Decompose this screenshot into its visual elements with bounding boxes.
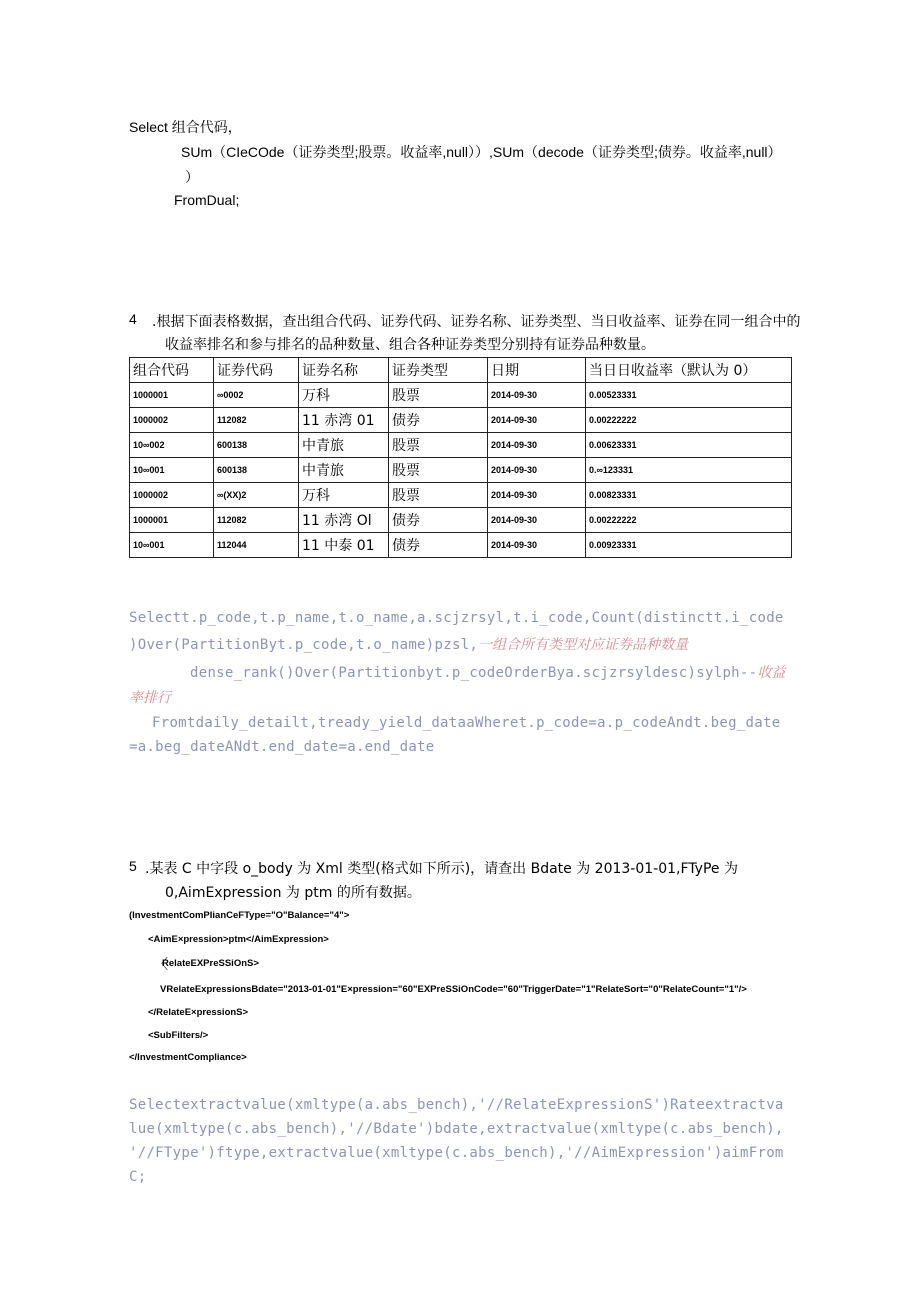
- cell-date: 2014-09-30: [488, 408, 586, 433]
- header-cell: 证券类型: [389, 358, 488, 383]
- code-5-line2: lue(xmltype(c.abs_bench),'//Bdate')bdate,extractvalue(xmltype(c.abs_bench),: [129, 1121, 784, 1137]
- code-5-line4: C;: [129, 1169, 147, 1185]
- cell-security-code: 112082: [214, 508, 299, 533]
- table-header-row: [130, 358, 792, 383]
- xml-bracket: 〈: [154, 956, 168, 972]
- code-4-line3-code: dense_rank()Over(Partitionbyt.p_codeOrderBya.scjzrsyldesc)sylph--: [190, 665, 758, 681]
- code-4-line1: Selectt.p_code,t.p_name,t.o_name,a.scjzrsyl,t.i_code,Count(distinctt.i_code: [129, 610, 784, 626]
- code-4-line5: Fromtdaily_detailt,tready_yield_dataaWheret.p_code=a.p_codeAndt.beg_date: [152, 715, 781, 731]
- cell-security-code: 600138: [214, 458, 299, 483]
- code-4-line3: [190, 662, 785, 682]
- cell-yield: 0.00222222: [586, 508, 792, 533]
- table-row: [130, 458, 792, 483]
- question-4-line2: 收益率排名和参与排名的品种数量、组合各种证券类型分别持有证券品种数量。: [165, 337, 655, 353]
- code-4-line2: [129, 634, 688, 654]
- cell-date: 2014-09-30: [488, 483, 586, 508]
- cell-yield: 0.∞123331: [586, 458, 792, 483]
- cell-portfolio-code: 10∞001: [130, 458, 214, 483]
- cell-security-type: 股票: [389, 433, 488, 458]
- code-4-line3-comment: 收益: [757, 665, 786, 681]
- cell-security-name: 11 赤湾 01: [299, 408, 389, 433]
- cell-yield: 0.00823331: [586, 483, 792, 508]
- sql-sum-line: SUm（CIeCOde（证券类型;股票。收益率,null））,SUm（decode（证券类型;债券。收益率,null）: [181, 144, 782, 160]
- code-5-line1: Selectextractvalue(xmltype(a.abs_bench),'//RelateExpressionS')Rateextractva: [129, 1097, 784, 1113]
- cell-portfolio-code: 1000001: [130, 508, 214, 533]
- table-row: [130, 433, 792, 458]
- xml-line: <SubFilters/>: [148, 1030, 209, 1041]
- question-5-number: 5: [129, 858, 137, 874]
- question-5-line2: 0,AimExpression 为 ptm 的所有数据。: [165, 885, 421, 901]
- xml-line: VRelateExpressionsBdate="2013-01-01"E×pression="60"EXPreSSiOnCode="60"TriggerDate="1"RelateSort="0"RelateCount="1"/>: [160, 984, 747, 995]
- cell-date: 2014-09-30: [488, 433, 586, 458]
- cell-security-name: 中青旅: [299, 433, 389, 458]
- cell-date: 2014-09-30: [488, 508, 586, 533]
- cell-security-type: 股票: [389, 483, 488, 508]
- cell-yield: 0.00222222: [586, 408, 792, 433]
- cell-portfolio-code: 10∞002: [130, 433, 214, 458]
- cell-security-code: ∞0002: [214, 383, 299, 408]
- code-4-line6: =a.beg_dateANdt.end_date=a.end_date: [129, 739, 435, 755]
- xml-line: <AimE×pression>ptm</AimExpression>: [148, 934, 329, 945]
- cell-security-name: 11 中泰 01: [299, 533, 389, 558]
- xml-line: RelateEXPreSSiOnS>: [162, 958, 259, 969]
- cell-security-name: 中青旅: [299, 458, 389, 483]
- cell-security-name: 万科: [299, 383, 389, 408]
- question-4-number: 4: [129, 311, 137, 327]
- cell-security-code: ∞(XX)2: [214, 483, 299, 508]
- question-4-line1: .根据下面表格数据，查出组合代码、证券代码、证券名称、证券类型、当日收益率、证券在同一组合中的: [152, 314, 801, 330]
- cell-portfolio-code: 1000002: [130, 408, 214, 433]
- securities-table: [129, 357, 792, 558]
- code-4-line2-code: )Over(PartitionByt.p_code,t.o_name)pzsl,: [129, 637, 479, 653]
- table-row: [130, 533, 792, 558]
- sql-select-line: Select 组合代码，: [129, 119, 242, 135]
- cell-security-code: 112044: [214, 533, 299, 558]
- cell-portfolio-code: 1000002: [130, 483, 214, 508]
- xml-line: (InvestmentComPIianCeFType="O"Balance="4">: [129, 910, 350, 921]
- header-cell: 证券代码: [214, 358, 299, 383]
- cell-security-type: 债券: [389, 408, 488, 433]
- cell-portfolio-code: 1000001: [130, 383, 214, 408]
- cell-security-code: 112082: [214, 408, 299, 433]
- header-cell: 组合代码: [130, 358, 214, 383]
- sql-close-paren: ）: [185, 169, 199, 185]
- cell-portfolio-code: 10∞001: [130, 533, 214, 558]
- sql-from-dual: FromDual;: [174, 192, 240, 208]
- header-cell: 当日日收益率（默认为 0）: [586, 358, 792, 383]
- xml-line: </InvestmentCompliance>: [129, 1052, 247, 1063]
- header-cell: 日期: [488, 358, 586, 383]
- cell-security-name: 11 赤湾 Ol: [299, 508, 389, 533]
- cell-yield: 0.00523331: [586, 383, 792, 408]
- cell-security-type: 债券: [389, 533, 488, 558]
- cell-security-type: 股票: [389, 458, 488, 483]
- cell-security-code: 600138: [214, 433, 299, 458]
- cell-security-type: 债券: [389, 508, 488, 533]
- table-row: [130, 508, 792, 533]
- question-5-line1: .某表 C 中字段 o_body 为 Xml 类型(格式如下所示)，请查出 Bdate 为 2013-01-01,FTyPe 为: [145, 861, 738, 877]
- cell-security-type: 股票: [389, 383, 488, 408]
- table-row: [130, 383, 792, 408]
- cell-security-name: 万科: [299, 483, 389, 508]
- header-cell: 证券名称: [299, 358, 389, 383]
- code-5-line3: '//FType')ftype,extractvalue(xmltype(c.abs_bench),'//AimExpression')aimFrom: [129, 1145, 784, 1161]
- cell-date: 2014-09-30: [488, 533, 586, 558]
- code-4-line2-comment: 一组合所有类型对应证券品种数量: [478, 637, 689, 653]
- cell-yield: 0.00923331: [586, 533, 792, 558]
- table-row: [130, 408, 792, 433]
- xml-line: </RelateE×pressionS>: [148, 1007, 249, 1018]
- cell-yield: 0.00623331: [586, 433, 792, 458]
- cell-date: 2014-09-30: [488, 458, 586, 483]
- code-4-line4-comment: 率排行: [129, 690, 171, 706]
- table-row: [130, 483, 792, 508]
- cell-date: 2014-09-30: [488, 383, 586, 408]
